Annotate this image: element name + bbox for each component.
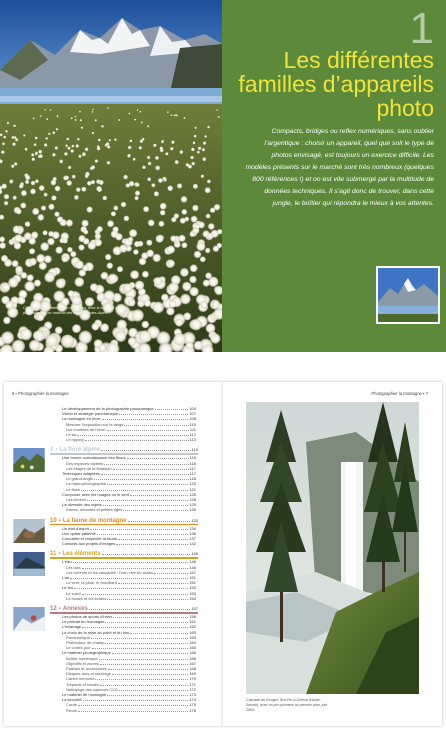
ibex-thumbnail xyxy=(12,519,46,543)
leader-dots xyxy=(155,407,189,410)
leader-dots xyxy=(100,683,188,686)
toc-entry-title: Une bonne connaissance des fleurs xyxy=(62,455,126,461)
toc-entry-title: Le matériel photographique xyxy=(62,650,111,656)
leader-dots xyxy=(74,586,188,589)
toc-list xyxy=(4,382,223,726)
leader-dots xyxy=(102,551,191,555)
toc-entry xyxy=(66,507,196,512)
leader-dots xyxy=(107,693,188,696)
leader-dots xyxy=(97,532,189,535)
leader-dots xyxy=(70,576,188,579)
section-number: 12 xyxy=(50,606,57,612)
leader-dots xyxy=(83,698,189,701)
ski-thumbnail xyxy=(12,607,46,631)
leader-dots xyxy=(90,527,188,530)
toc-entry-title: Un état d’esprit xyxy=(62,525,89,531)
toc-entry-title: Arbres, arbustes et petites tiges xyxy=(66,507,123,513)
waterfall-caption: Cascade du Rouget, Sixt-Fer-à-Cheval (Haute-Savoie), avec un pin sylvestre au premier plan, juin 2004. xyxy=(246,698,328,712)
toc-page-number: 137 xyxy=(189,536,196,541)
toc-page-number: 169 xyxy=(189,671,196,677)
toc-page-number: 171 xyxy=(189,681,196,687)
toc-page-number: 164 xyxy=(189,640,196,645)
toc-page-number: 158 xyxy=(189,614,196,619)
section-bullet: ▪ xyxy=(55,447,58,454)
leader-dots xyxy=(82,566,189,569)
leader-dots xyxy=(123,508,188,511)
leader-dots xyxy=(78,703,188,706)
toc-page-number: 136 xyxy=(189,530,196,536)
leader-dots xyxy=(118,581,188,584)
leader-dots xyxy=(128,518,191,522)
cotton-grass-photo xyxy=(0,0,222,352)
leader-dots xyxy=(95,677,188,680)
contents-spread xyxy=(0,368,446,730)
section-page-number: 133 xyxy=(191,517,198,523)
toc-entry-title: La sécurité xyxy=(62,697,82,703)
leader-dots xyxy=(119,688,188,691)
toc-page-number: 111 xyxy=(189,426,196,432)
leader-dots xyxy=(91,636,189,639)
leader-dots xyxy=(108,667,189,670)
toc-page-number: 117 xyxy=(189,465,196,471)
photo-caption: Champ de linaigrettes au lac du Goléon, avec la Meije en arrière-plan, dans le Parc national des Écrins, Hautes-Alpes. xyxy=(23,306,127,315)
toc-entry-title: Une quête patiente xyxy=(62,530,96,536)
leader-dots xyxy=(85,438,189,441)
lake-thumbnail xyxy=(12,552,46,576)
toc-page-number: 161 xyxy=(189,619,196,625)
toc-entry-title: Profondeur de champ xyxy=(66,640,105,645)
leader-dots xyxy=(127,456,189,459)
toc-entry-title: Le matériel de montagne xyxy=(62,692,107,697)
toc-page-number: 163 xyxy=(189,629,196,635)
leader-dots xyxy=(130,631,188,634)
toc-page-number: 121 xyxy=(189,486,196,492)
toc-page-number: 176 xyxy=(189,707,196,713)
toc-page-number: 116 xyxy=(189,455,196,461)
toc-page-number: 118 xyxy=(189,476,196,482)
toc-page-number: 134 xyxy=(189,525,196,531)
leader-dots xyxy=(77,433,188,436)
toc-entry-title: Flashes et accessoires xyxy=(66,666,107,671)
toc-page-number: 151 xyxy=(189,580,196,586)
toc-entry-title: La diversité des sujets xyxy=(62,502,102,508)
leader-dots xyxy=(101,472,189,475)
toc-entry-title: Le feu xyxy=(62,585,74,591)
toc-page-number: 146 xyxy=(189,559,196,565)
toc-entry-title: Cartes mémoire xyxy=(66,676,95,682)
toc-page-number: 152 xyxy=(189,585,196,591)
toc-page-number: 162 xyxy=(189,624,196,630)
flower-meadow-thumbnail xyxy=(12,448,46,472)
toc-entry-title: Trépieds et rotules xyxy=(66,681,99,687)
toc-entry-title: Nettoyage des capteurs CCD xyxy=(66,686,119,692)
toc-page-number: 153 xyxy=(189,590,196,596)
leader-dots xyxy=(81,488,188,491)
leader-dots xyxy=(73,560,189,563)
toc-entry-title: Le grand-angle xyxy=(66,476,93,482)
toc-page-number: 163 xyxy=(189,634,196,640)
leader-dots xyxy=(103,503,189,506)
toc-entry-title: Les lichens xyxy=(66,497,87,502)
section-title: La faune de montagne xyxy=(62,517,127,524)
section-title: La flore alpine xyxy=(59,447,101,454)
toc-page-number: 113 xyxy=(189,437,196,443)
chapter-title-page xyxy=(222,0,446,352)
toc-page-number: 116 xyxy=(189,460,196,466)
section-title: Annexes xyxy=(62,606,88,612)
toc-entry-title: Le portrait en montagne xyxy=(62,619,105,625)
toc-entry-title: Mesurer l’exposition sur la neige xyxy=(66,421,124,427)
toc-page-number: 166 xyxy=(189,655,196,661)
toc-entry-title: Le vent, la pluie, le brouillard xyxy=(66,580,117,586)
leader-dots xyxy=(102,417,189,420)
toc-entry-title: Les lacs xyxy=(66,564,81,570)
toc-entry xyxy=(66,708,196,713)
toc-page-number: 110 xyxy=(189,421,196,427)
leader-dots xyxy=(101,447,190,451)
toc-entry-title: Les étages de la floraison xyxy=(66,465,112,471)
mountain-thumbnail xyxy=(376,266,440,324)
leader-dots xyxy=(112,672,188,675)
toc-entry-title: Vision et stratégie panoramique xyxy=(62,411,119,417)
toc-entry-title: L’air xyxy=(62,575,70,580)
section-title: Les éléments xyxy=(62,551,101,558)
chapter-opening-spread xyxy=(0,0,446,352)
toc-entry-title: Boîtier numérique xyxy=(66,655,98,661)
leader-dots xyxy=(113,615,188,618)
chapter-number: 1 xyxy=(409,4,434,53)
toc-page-number: 154 xyxy=(189,595,196,601)
section-bullet: ▪ xyxy=(58,517,61,524)
toc-entry-title: Le soleil xyxy=(66,590,81,596)
leader-dots xyxy=(82,592,189,595)
leader-dots xyxy=(113,467,189,470)
toc-entry xyxy=(62,541,196,546)
toc-entry-title: La macrophotographie xyxy=(66,481,107,487)
toc-entry-title: La foudre et les éclairs xyxy=(66,595,107,601)
toc-entry-title: Le contre-jour xyxy=(66,645,91,651)
leader-dots xyxy=(82,625,188,628)
section-number: 7 xyxy=(50,447,54,454)
toc-page-number: 174 xyxy=(189,697,196,703)
leader-dots xyxy=(105,620,188,623)
leader-dots xyxy=(107,428,189,431)
toc-entry-title: Le choix de la mise au point et du flou xyxy=(62,629,130,635)
toc-page-number: 167 xyxy=(189,660,196,666)
table-of-contents-page xyxy=(4,382,223,726)
leader-dots xyxy=(104,462,188,465)
waterfall-photo-page xyxy=(223,382,442,726)
leader-dots xyxy=(107,597,188,600)
leader-dots xyxy=(154,571,188,574)
toc-page-number: 168 xyxy=(189,666,196,671)
leader-dots xyxy=(118,537,188,540)
toc-page-number: 120 xyxy=(189,481,196,487)
toc-entry-title: Composer avec les nuages ou le vent xyxy=(62,491,129,497)
leader-dots xyxy=(124,423,188,426)
toc-page-number: 126 xyxy=(189,491,196,497)
toc-entry-title: Connaître et respecter la faune xyxy=(62,536,118,541)
leader-dots xyxy=(105,641,188,644)
waterfall-photo xyxy=(246,402,419,694)
toc-page-number: 175 xyxy=(189,702,196,708)
toc-entry-title: La montagne en hiver xyxy=(62,416,101,422)
leader-dots xyxy=(78,709,188,712)
toc-page-number: 147 xyxy=(189,569,196,575)
leader-dots xyxy=(112,651,189,654)
toc-page-number: 165 xyxy=(189,645,196,651)
toc-entry-title: Disques durs et stockage xyxy=(66,671,111,677)
toc-entry xyxy=(66,596,196,601)
toc-page-number: 166 xyxy=(189,650,196,656)
toc-entry-title: Conseils aux projets d’images xyxy=(62,541,116,547)
toc-page-number: 107 xyxy=(189,411,196,417)
section-bullet: ▪ xyxy=(58,551,61,558)
toc-entry-title: Le ski xyxy=(66,432,77,437)
leader-dots xyxy=(130,493,188,496)
toc-entry-title: L’éclairage xyxy=(62,624,82,630)
toc-page-number: 130 xyxy=(189,507,196,513)
toc-entry-title: Techniques adaptées xyxy=(62,471,100,476)
toc-page-number: 108 xyxy=(189,416,196,422)
toc-entry-title: Des espèces variées xyxy=(66,460,104,466)
section-bullet: ▪ xyxy=(58,606,61,612)
toc-entry-title: Les photos de sports d’hiver xyxy=(62,614,113,619)
toc-entry-title: Les couleurs de l’hiver xyxy=(66,426,106,432)
toc-entry xyxy=(66,437,196,442)
leader-dots xyxy=(92,646,189,649)
section-number: 11 xyxy=(50,551,57,558)
running-head: Photographier la montagne ▪ 7 xyxy=(371,391,428,396)
leader-dots xyxy=(94,477,189,480)
toc-entry-title: Les torrents et les cascades : l’eau vive en action xyxy=(66,569,154,575)
section-page-number: 115 xyxy=(191,447,198,453)
leader-dots xyxy=(89,606,190,610)
leader-dots xyxy=(99,657,189,660)
toc-entry-title: Le développement de la photographie panoramique xyxy=(62,406,154,411)
section-number: 10 xyxy=(50,517,57,524)
chapter-intro: Compacts, bridges ou reflex numériques, sans oublier l’argentique : choisir un appareil, quel que soit le type de photos envisagé, est toujours un exercice difficile. Les modèles présents sur le marché sont très nombreux (quelques 800 références !) et on est vite submergé par la multitude de données techniques. Il s’agit donc de trouver, dans cette jungle, le boîtier qui répondra le mieux à vos attentes. xyxy=(245,128,434,207)
toc-page-number: 151 xyxy=(189,575,196,580)
toc-entry-title: Objectifs et zooms xyxy=(66,660,99,666)
toc-page-number: 129 xyxy=(189,502,196,508)
leader-dots xyxy=(116,542,188,545)
section-page-number: 157 xyxy=(191,606,198,611)
toc-entry-title: L’eau xyxy=(62,559,72,565)
toc-entry-title: Panoramique xyxy=(66,634,90,640)
chapter-title: Les différentes familles d’appareils photo xyxy=(238,47,434,121)
section-page-number: 145 xyxy=(191,551,198,557)
toc-page-number: 104 xyxy=(189,406,196,411)
running-head: 6 ▪ Photographier la montagne xyxy=(12,391,69,396)
toc-page-number: 146 xyxy=(189,564,196,570)
toc-entry-title: Corde xyxy=(66,702,77,708)
toc-entry-title: Le flash xyxy=(66,486,81,492)
toc-page-number: 170 xyxy=(189,676,196,682)
leader-dots xyxy=(100,662,188,665)
leader-dots xyxy=(119,412,188,415)
toc-page-number: 172 xyxy=(189,686,196,692)
toc-page-number: 128 xyxy=(189,497,196,502)
toc-entry-title: Réveil xyxy=(66,707,78,713)
leader-dots xyxy=(87,498,188,501)
toc-entry-title: Le ripping xyxy=(66,437,84,443)
toc-page-number: 117 xyxy=(189,471,196,476)
toc-page-number: 142 xyxy=(189,541,196,547)
toc-page-number: 173 xyxy=(189,692,196,697)
leader-dots xyxy=(107,482,188,485)
toc-page-number: 112 xyxy=(189,432,196,437)
